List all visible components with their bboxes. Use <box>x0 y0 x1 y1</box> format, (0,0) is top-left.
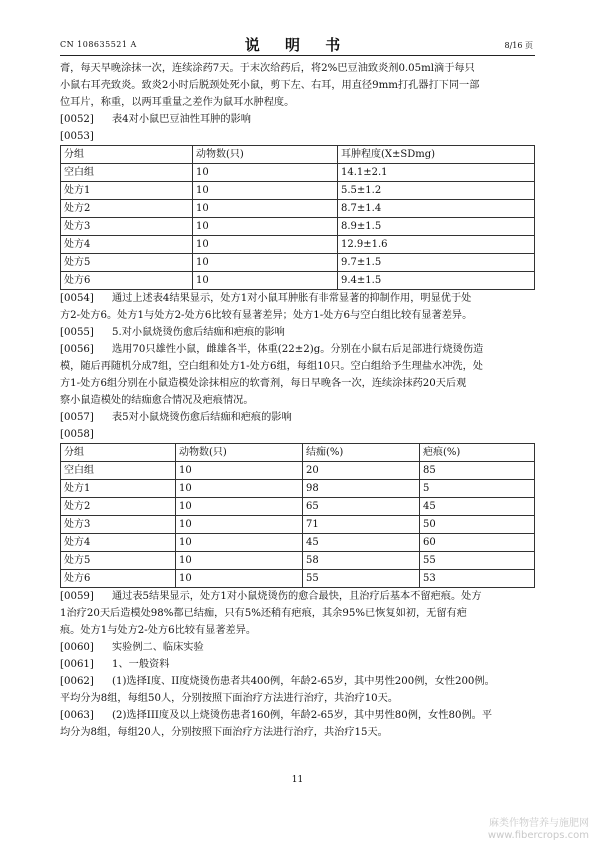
table-cell: 处方1 <box>61 182 193 200</box>
table-row <box>61 236 535 254</box>
table-cell: 60 <box>420 534 535 552</box>
table-cell: 空白组 <box>61 164 193 182</box>
paragraph-0063 <box>60 707 535 741</box>
table-cell: 10 <box>176 480 303 498</box>
table-header-cell: 分组 <box>61 444 176 462</box>
table-cell: 处方5 <box>61 254 193 272</box>
paragraph-tag: [0055] <box>60 327 94 338</box>
text-line: (2)选择III度及以上烧烫伤患者160例，年龄2-65岁，其中男性80例，女性80例。平 <box>112 710 493 721</box>
paragraph-tag: [0061] <box>60 659 94 670</box>
table-header-cell: 疤痕(%) <box>420 444 535 462</box>
text-line: 模，随后再随机分成7组，空白组和处方1-处方6组，每组10只。空白组给予生理盐水冲洗，处 <box>60 361 483 372</box>
paragraph-tag: [0057] <box>60 412 94 423</box>
table-cell: 处方5 <box>61 552 176 570</box>
paragraph-tag: [0062] <box>60 676 94 687</box>
table-row <box>61 480 535 498</box>
document-title: 说 明 书 <box>244 36 351 54</box>
text-line: 痕。处方1与处方2-处方6比较有显著差异。 <box>60 625 257 636</box>
text-line: 选用70只雄性小鼠，雌雄各半，体重(22±2)g。分别在小鼠右后足部进行烧烫伤造 <box>112 344 484 355</box>
table-cell: 10 <box>176 552 303 570</box>
table-cell: 8.9±1.5 <box>338 218 535 236</box>
table-cell: 9.7±1.5 <box>338 254 535 272</box>
table-header-cell: 动物数(只) <box>193 146 338 164</box>
table-cell: 9.4±1.5 <box>338 272 535 290</box>
paragraph-0060 <box>60 639 535 656</box>
table-cell: 处方3 <box>61 218 193 236</box>
paragraph-0053 <box>60 128 535 145</box>
text-line: 位耳片，称重，以两耳重量之差作为鼠耳水肿程度。 <box>60 97 295 108</box>
page-number: 11 <box>291 775 304 785</box>
table-header-cell: 动物数(只) <box>176 444 303 462</box>
watermark-title: 麻类作物营养与施肥网 <box>489 818 589 829</box>
table-4 <box>60 145 535 290</box>
text-line: 小鼠右耳壳致炎。致炎2小时后脱颈处死小鼠，剪下左、右耳，用直径9mm打孔器打下同一部 <box>60 80 480 91</box>
table-row <box>61 516 535 534</box>
paragraph-0052 <box>60 111 535 128</box>
table-header-row <box>61 146 535 164</box>
paragraph-0054 <box>60 290 535 324</box>
table-cell: 14.1±2.1 <box>338 164 535 182</box>
watermark-url: www.fibercrops.com <box>487 830 589 841</box>
watermark <box>488 818 589 842</box>
table-cell: 处方6 <box>61 272 193 290</box>
text-line: 膏，每天早晚涂抹一次，连续涂药7天。于末次给药后，将2%巴豆油致炎剂0.05ml滴于每只 <box>60 63 475 74</box>
paragraph-0056 <box>60 341 535 409</box>
table-cell: 10 <box>176 516 303 534</box>
paragraph-0057 <box>60 409 535 426</box>
text-line: 均分为8组，每组20人，分别按照下面治疗方法进行治疗，共治疗15天。 <box>60 727 388 738</box>
section-heading: 1、一般资料 <box>112 659 170 670</box>
table-5 <box>60 443 535 588</box>
table-row <box>61 498 535 516</box>
table-cell: 处方2 <box>61 200 193 218</box>
table-cell: 处方4 <box>61 534 176 552</box>
document-body <box>60 60 535 741</box>
text-line: 通过表5结果显示，处方1对小鼠烧烫伤的愈合最快，且治疗后基本不留疤痕。处方 <box>112 591 482 602</box>
table-cell: 10 <box>193 200 338 218</box>
table-row <box>61 534 535 552</box>
table-cell: 53 <box>420 570 535 588</box>
table-header-row <box>61 444 535 462</box>
text-line: (1)选择I度、II度烧烫伤患者共400例，年龄2-65岁，其中男性200例，女性200例。 <box>112 676 495 687</box>
paragraph-tag: [0058] <box>60 429 94 440</box>
text-line: 察小鼠造模处的结痂愈合情况及疤痕情况。 <box>60 395 254 406</box>
table-row <box>61 462 535 480</box>
table-cell: 10 <box>176 534 303 552</box>
table-row <box>61 570 535 588</box>
header-divider <box>60 55 535 56</box>
table-cell: 10 <box>193 254 338 272</box>
table-header-cell: 分组 <box>61 146 193 164</box>
table-cell: 10 <box>176 498 303 516</box>
table-cell: 10 <box>193 182 338 200</box>
text-line: 方1-处方6组分别在小鼠造模处涂抹相应的软膏剂，每日早晚各一次，连续涂抹药20天后观 <box>60 378 467 389</box>
paragraph-tag: [0054] <box>60 293 94 304</box>
table-cell: 10 <box>193 218 338 236</box>
paragraph-tag: [0063] <box>60 710 94 721</box>
paragraph-tag: [0052] <box>60 114 94 125</box>
table-row <box>61 552 535 570</box>
table-caption: 表5对小鼠烧烫伤愈后结痂和疤痕的影响 <box>112 412 292 423</box>
page-indicator: 8/16 页 <box>504 41 533 50</box>
table-cell: 58 <box>303 552 420 570</box>
paragraph-0062 <box>60 673 535 707</box>
section-heading: 实验例二、临床实验 <box>112 642 204 653</box>
table-cell: 55 <box>420 552 535 570</box>
table-row <box>61 182 535 200</box>
table-cell: 50 <box>420 516 535 534</box>
intro-paragraph <box>60 60 535 111</box>
table-caption: 表4对小鼠巴豆油性耳肿的影响 <box>112 114 251 125</box>
table-cell: 85 <box>420 462 535 480</box>
text-line: 通过上述表4结果显示，处方1对小鼠耳肿胀有非常显著的抑制作用，明显优于处 <box>112 293 472 304</box>
text-line: 方2-处方6。处方1与处方2-处方6比较有显著差异；处方1-处方6与空白组比较有显著差异。 <box>60 310 473 321</box>
table-cell: 12.9±1.6 <box>338 236 535 254</box>
table-row <box>61 272 535 290</box>
table-cell: 处方6 <box>61 570 176 588</box>
table-cell: 98 <box>303 480 420 498</box>
text-line: 1治疗20天后造模处98%都已结痂，只有5%还稍有疤痕，其余95%已恢复如初，无留有疤 <box>60 608 467 619</box>
patent-number: CN 108635521 A <box>60 40 137 49</box>
table-cell: 10 <box>193 272 338 290</box>
table-cell: 5 <box>420 480 535 498</box>
table-cell: 10 <box>193 236 338 254</box>
paragraph-0059 <box>60 588 535 639</box>
table-row <box>61 254 535 272</box>
table-row <box>61 200 535 218</box>
table-cell: 8.7±1.4 <box>338 200 535 218</box>
table-header-cell: 结痂(%) <box>303 444 420 462</box>
table-cell: 71 <box>303 516 420 534</box>
table-cell: 45 <box>420 498 535 516</box>
table-cell: 10 <box>193 164 338 182</box>
table-cell: 45 <box>303 534 420 552</box>
table-cell: 处方2 <box>61 498 176 516</box>
table-cell: 65 <box>303 498 420 516</box>
table-cell: 处方3 <box>61 516 176 534</box>
paragraph-0058 <box>60 426 535 443</box>
paragraph-0061 <box>60 656 535 673</box>
section-heading: 5.对小鼠烧烫伤愈后结痂和疤痕的影响 <box>112 327 285 338</box>
table-cell: 10 <box>176 570 303 588</box>
table-cell: 空白组 <box>61 462 176 480</box>
paragraph-0055 <box>60 324 535 341</box>
table-cell: 处方1 <box>61 480 176 498</box>
table-cell: 5.5±1.2 <box>338 182 535 200</box>
paragraph-tag: [0060] <box>60 642 94 653</box>
table-cell: 20 <box>303 462 420 480</box>
paragraph-tag: [0056] <box>60 344 94 355</box>
table-row <box>61 164 535 182</box>
table-row <box>61 218 535 236</box>
text-line: 平均分为8组，每组50人，分别按照下面治疗方法进行治疗，共治疗10天。 <box>60 693 399 704</box>
table-header-cell: 耳肿程度(X±SDmg) <box>338 146 535 164</box>
paragraph-tag: [0053] <box>60 131 94 142</box>
table-cell: 55 <box>303 570 420 588</box>
paragraph-tag: [0059] <box>60 591 94 602</box>
table-cell: 处方4 <box>61 236 193 254</box>
table-cell: 10 <box>176 462 303 480</box>
